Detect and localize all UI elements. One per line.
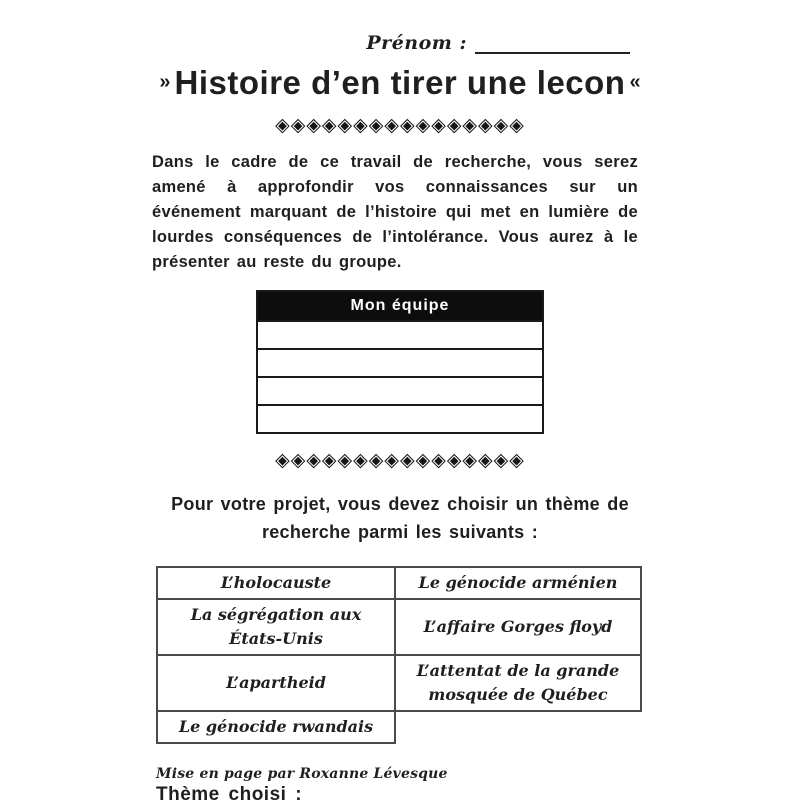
diamond-ornament-divider: ◈◈◈◈◈◈◈◈◈◈◈◈◈◈◈◈ [275,449,525,471]
page-title-text: Histoire d’en tirer une lecon [174,64,626,101]
themes-table-row [157,567,641,599]
prenom-blank-line [475,32,630,54]
prenom-label: Prénom : [366,32,467,54]
theme-choisi-label: Thème choisi : [156,784,303,800]
theme-cell-apartheid: L’apartheid [157,655,395,711]
theme-cell-attentat-mosquee: L’attentat de la grande mosquée de Québec [395,655,641,711]
prenom-row [0,32,630,54]
team-table-row [257,405,543,433]
theme-cell-genocide-armenien: Le génocide arménien [395,567,641,599]
themes-table-row [157,599,641,655]
title-left-flourish-icon: » [159,71,171,93]
team-table-row [257,377,543,405]
theme-cell-affaire-floyd: L’affaire Gorges floyd [395,599,641,655]
theme-cell-segregation: La ségrégation aux États-Unis [157,599,395,655]
title-right-flourish-icon: « [629,71,641,93]
page-title [0,62,800,103]
team-table-cell [257,349,543,377]
theme-cell-genocide-rwandais: Le génocide rwandais [157,711,395,743]
diamond-ornament-divider: ◈◈◈◈◈◈◈◈◈◈◈◈◈◈◈◈ [275,114,525,136]
footer-credit: Mise en page par Roxanne Lévesque [156,766,448,782]
team-table-row [257,321,543,349]
themes-table-row [157,711,641,743]
theme-choisi-blank-line [312,788,632,800]
intro-paragraph: Dans le cadre de ce travail de recherche, vous serez amené à approfondir vos connaissances sur un événement marquant de l’histoire qui met en lumière de lourdes conséquences de l’intolérance. Vous aurez à le présenter au reste du groupe. [152,153,638,271]
team-table-row [257,349,543,377]
theme-cell-empty [395,711,641,743]
themes-table-row [157,655,641,711]
team-table-cell [257,405,543,433]
themes-table [156,566,642,744]
team-table-header-row [257,291,543,321]
theme-choisi-row [156,784,632,800]
team-table-cell [257,377,543,405]
theme-cell-holocauste: L’holocauste [157,567,395,599]
team-table [256,290,544,434]
team-table-header: Mon équipe [257,291,543,321]
choose-theme-instruction: Pour votre projet, vous devez choisir un thème de recherche parmi les suivants : [171,494,629,542]
team-table-cell [257,321,543,349]
